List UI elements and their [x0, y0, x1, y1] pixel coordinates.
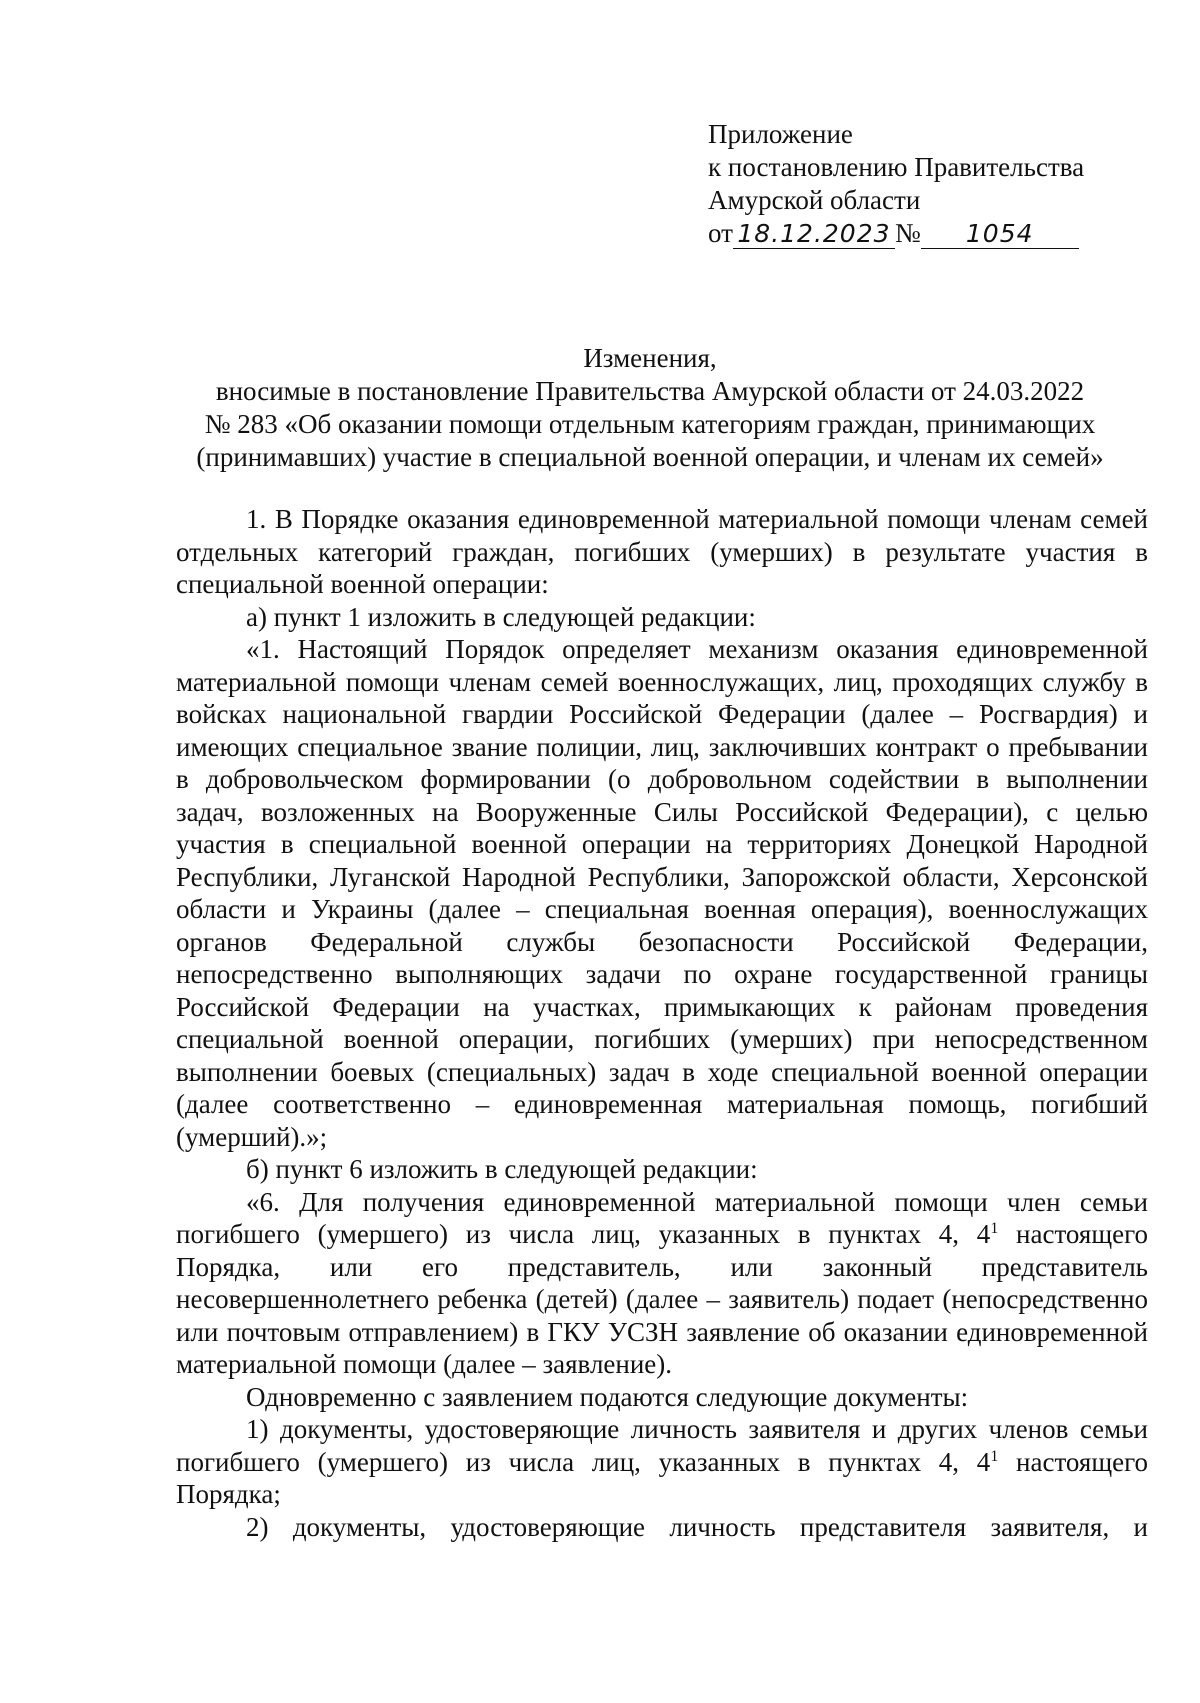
paragraph-7-text-b: настоящего Порядка; — [176, 1446, 1148, 1509]
paragraph-7 — [176, 1413, 1148, 1511]
document-heading — [150, 342, 1150, 474]
document-body — [176, 503, 1148, 1543]
paragraph-6: Одновременно с заявлением подаются следующие документы: — [246, 1381, 969, 1412]
paragraph-5-text-b: настоящего Порядка, или его представитель, или законный представитель несовершеннолетнего ребенка (детей) (далее – заявитель) подает (непосредственно или почтовым отправлением) в ГКУ УСЗН заявление об оказании единовременной материальной помощи (далее – заявление). — [176, 1219, 1148, 1379]
appendix-region: Амурской области — [708, 185, 921, 215]
paragraph-7-superscript: 1 — [990, 1447, 999, 1465]
paragraph-3: «1. Настоящий Порядок определяет механизм оказания единовременной материальной помощи членам семей военнослужащих, лиц, проходящих службу в войсках национальной гвардии Российской Федерации (далее – Росгвардия) и имеющих специальное звание полиции, лиц, заключивших контракт о пребывании в добровольческом формировании (о добровольном содействии в выполнении задач, возложенных на Вооруженные Силы Российской Федерации), с целью участия в специальной военной операции на территориях Донецкой Народной Республики, Луганской Народной Республики, Запорожской области, Херсонской области и Украины (далее – специальная военная операция), военнослужащих органов Федеральной службы безопасности Российской Федерации, непосредственно выполняющих задачи по охране государственной границы Российской Федерации на участках, примыкающих к районам проведения специальной военной операции, погибших (умерших) при непосредственном выполнении боевых (специальных) задач в ходе специальной военной операции (далее соответственно – единовременная материальная помощь, погибший (умерший).»; — [176, 634, 1148, 1152]
heading-title: Изменения, — [583, 343, 717, 373]
appendix-date-number — [708, 217, 1128, 250]
from-label: от — [708, 218, 733, 248]
paragraph-5 — [176, 1186, 1148, 1381]
appendix-resolution: к постановлению Правительства — [708, 152, 1085, 182]
paragraph-2: а) пункт 1 изложить в следующей редакции: — [246, 601, 756, 632]
heading-line-2: вносимые в постановление Правительства Амурской области от 24.03.2022 — [215, 376, 1085, 406]
paragraph-7-text-a: 1) документы, удостоверяющие личность заявителя и других членов семьи погибшего (умершего) из числа лиц, указанных в пунктах 4, 4 — [176, 1414, 1148, 1477]
handwritten-number: 1054 — [921, 220, 1079, 249]
paragraph-1: 1. В Порядке оказания единовременной материальной помощи членам семей отдельных категорий граждан, погибших (умерших) в результате участия в специальной военной операции: — [176, 504, 1148, 599]
appendix-title: Приложение — [708, 119, 853, 149]
heading-line-3: № 283 «Об оказании помощи отдельным категориям граждан, принимающих — [204, 409, 1096, 439]
heading-line-4: (принимавших) участие в специальной военной операции, и членам их семей» — [196, 442, 1104, 472]
number-label: № — [894, 218, 921, 248]
paragraph-8: 2) документы, удостоверяющие личность представителя заявителя, и — [246, 1511, 1148, 1542]
paragraph-5-superscript: 1 — [990, 1220, 999, 1237]
handwritten-date: 18.12.2023 — [733, 220, 895, 249]
paragraph-5-text-a: «6. Для получения единовременной материальной помощи член семьи погибшего (умершего) из числа лиц, указанных в пунктах 4, 4 — [176, 1186, 1148, 1249]
paragraph-4: б) пункт 6 изложить в следующей редакции: — [246, 1154, 758, 1184]
appendix-block — [708, 118, 1128, 250]
